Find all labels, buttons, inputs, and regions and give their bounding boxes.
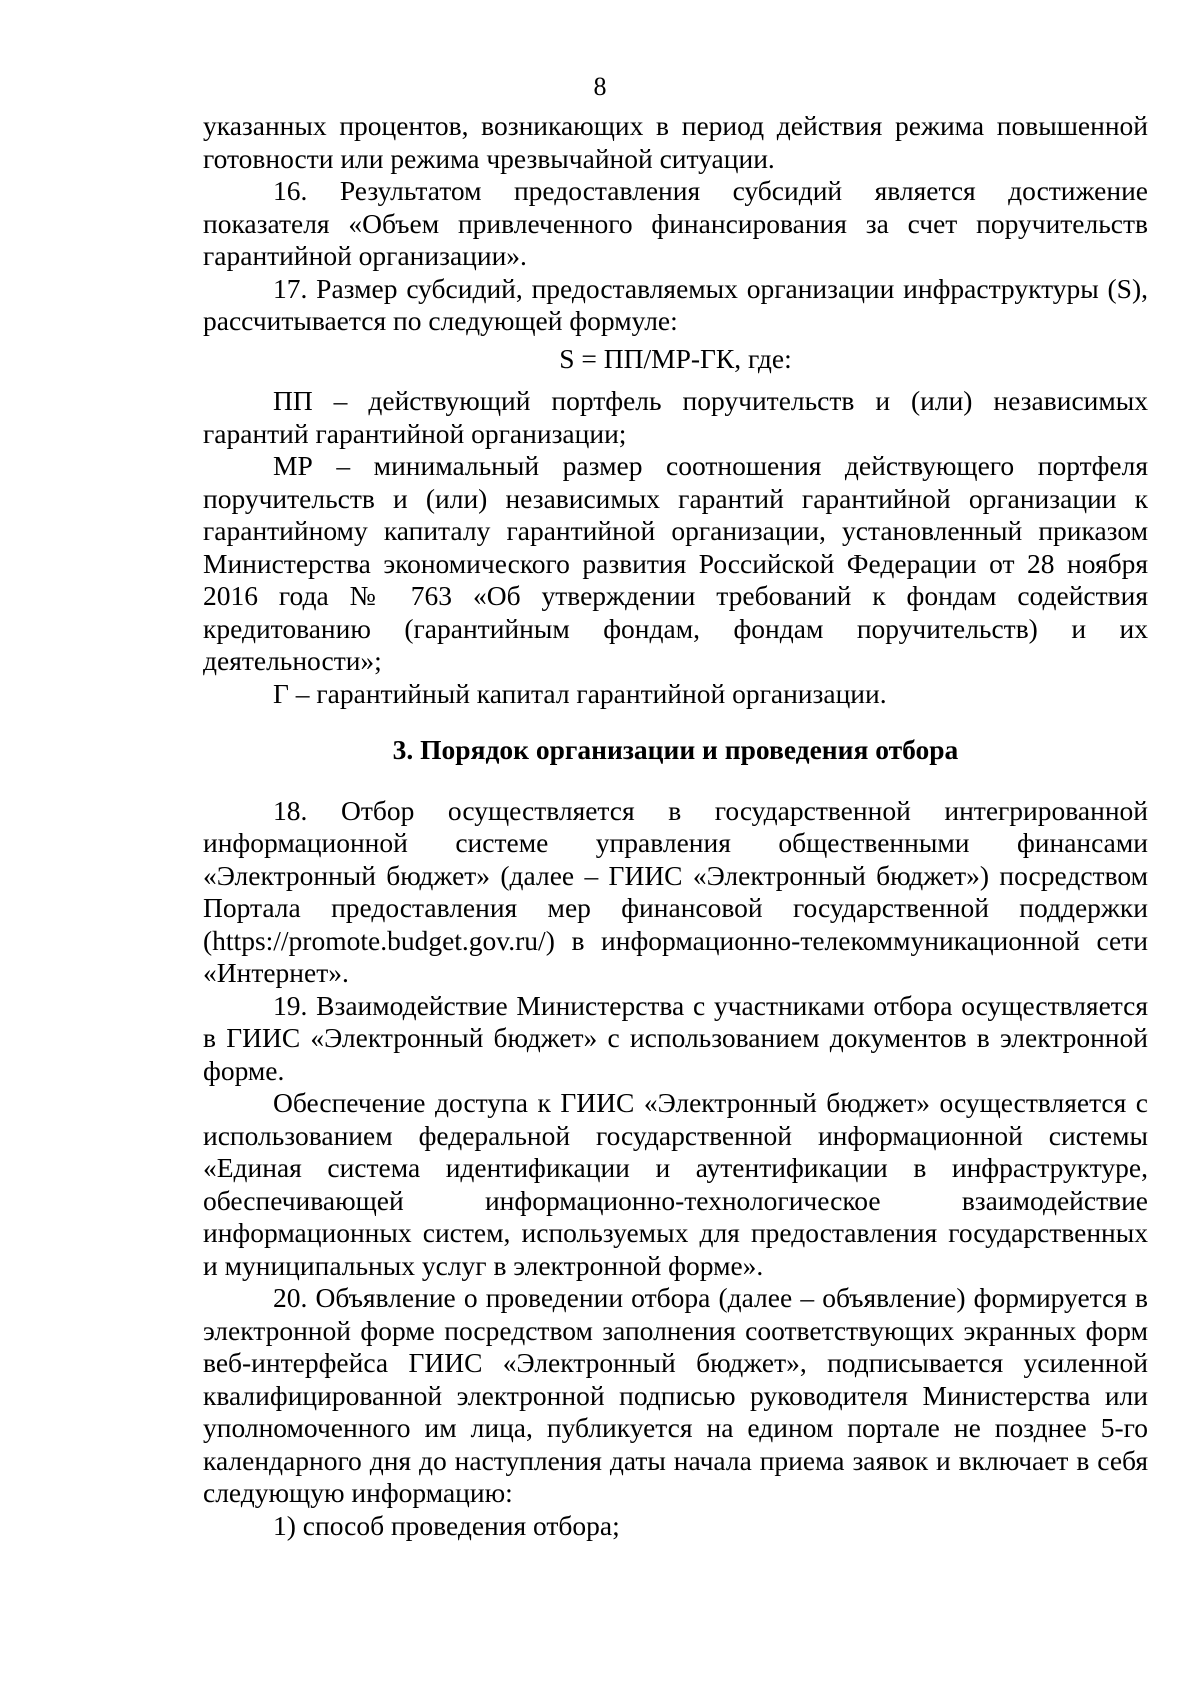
document-body <box>203 110 1148 1542</box>
paragraph-19: 19. Взаимодействие Министерства с участниками отбора осуществляется в ГИИС «Электронный бюджет» с использованием документов в электронной форме. <box>203 989 1148 1086</box>
paragraph-continuation: указанных процентов, возникающих в период действия режима повышенной готовности или режима чрезвычайной ситуации. <box>203 110 1148 174</box>
paragraph-20: 20. Объявление о проведении отбора (далее – объявление) формируется в электронной форме посредством заполнения соответствующих экранных форм веб-интерфейса ГИИС «Электронный бюджет», подписывается усиленной квалифицированной электронной подписью руководителя Министерства или уполномоченного им лица, публикуется на едином портале не позднее 5-го календарного дня до наступления даты начала приема заявок и включает в себя следующую информацию: <box>203 1282 1148 1508</box>
page-number: 8 <box>593 72 607 101</box>
definition-pp: ПП – действующий портфель поручительств и (или) независимых гарантий гарантийной организации; <box>203 385 1148 449</box>
section-3-body <box>203 795 1148 1543</box>
formula: S = ПП/МР-ГК, где: <box>559 342 792 374</box>
paragraph-18: 18. Отбор осуществляется в государственной интегрированной информационной системе управления общественными финансами «Электронный бюджет» (далее – ГИИС «Электронный бюджет») посредством Портала предоставления мер финансовой государственной поддержки (https://promote.budget.gov.ru/) в информационно-телекоммуникационной сети «Интернет». <box>203 794 1148 988</box>
paragraph-17: 17. Размер субсидий, предоставляемых организации инфраструктуры (S), рассчитывается по следующей формуле: <box>203 272 1148 336</box>
paragraph-16: 16. Результатом предоставления субсидий является достижение показателя «Объем привлеченного финансирования за счет поручительств гарантийной организации». <box>203 175 1148 271</box>
list-item-1: 1) способ проведения отбора; <box>273 1509 620 1541</box>
definition-mr: МР – минимальный размер соотношения действующего портфеля поручительств и (или) независимых гарантий гарантийной организации к гарантийному капиталу гарантийной организации, установленный приказом Министерства экономического развития Российской Федерации от 28 ноября 2016 года № 763 «Об утверждении требований к фондам содействия кредитованию (гарантийным фондам, фондам поручительств) и их деятельности»; <box>203 450 1148 676</box>
paragraph-access: Обеспечение доступа к ГИИС «Электронный бюджет» осуществляется с использованием федеральной государственной информационной системы «Единая система идентификации и аутентификации в инфраструктуре, обеспечивающей информационно-технологическое взаимодействие информационных систем, используемых для предоставления государственных и муниципальных услуг в электронной форме». <box>203 1087 1148 1281</box>
section-heading: 3. Порядок организации и проведения отбора <box>392 734 959 765</box>
definitions-group <box>203 385 1148 710</box>
text-group-before-formula <box>203 110 1148 338</box>
definition-g: Г – гарантийный капитал гарантийной организации. <box>273 677 887 709</box>
